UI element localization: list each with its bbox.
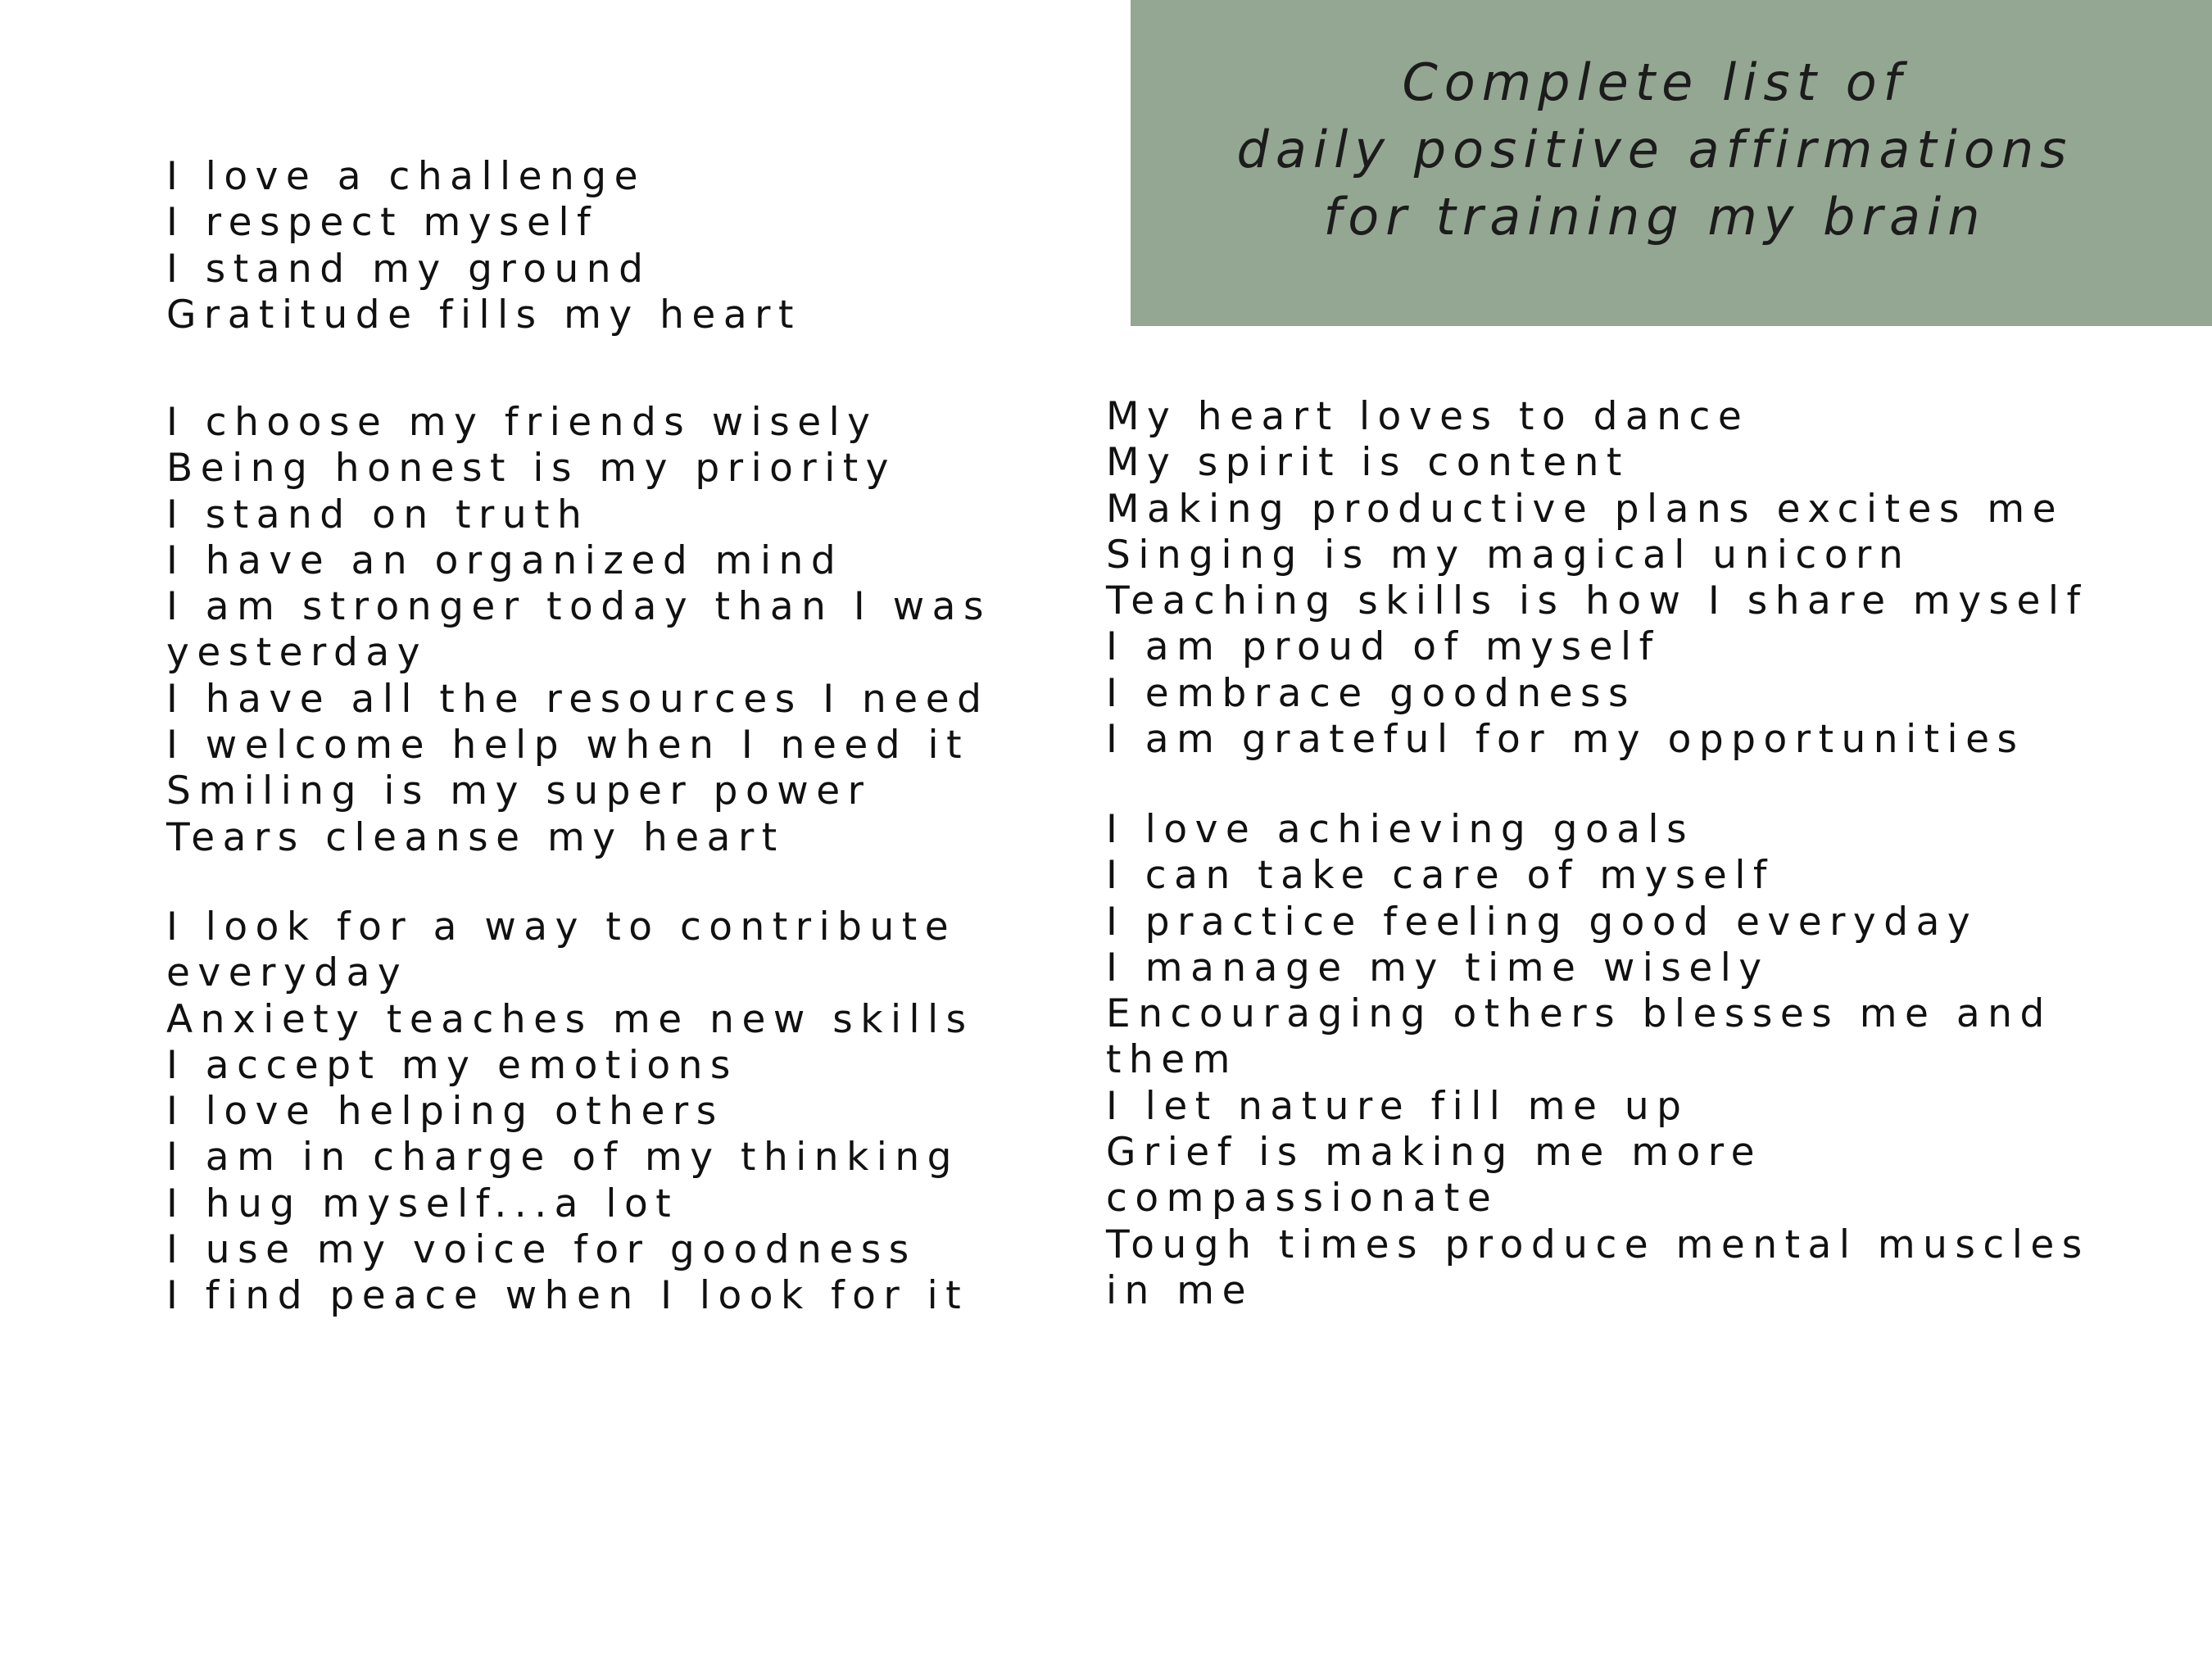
- affirmation-line: Tears cleanse my heart: [166, 814, 785, 860]
- affirmation-line: I let nature fill me up: [1106, 1083, 1689, 1129]
- affirmation-line: Making productive plans excites me: [1106, 486, 2065, 532]
- affirmation-line: I find peace when I look for it: [166, 1273, 969, 1319]
- affirmation-line: in me: [1106, 1267, 1253, 1313]
- affirmation-line: Teaching skills is how I share myself: [1106, 578, 2088, 624]
- page-title: [1131, 49, 2179, 251]
- affirmation-line: I am grateful for my opportunities: [1106, 717, 2025, 763]
- title-banner: [1131, 0, 2212, 326]
- affirmation-line: yesterday: [166, 630, 428, 676]
- affirmation-line: My heart loves to dance: [1106, 394, 1750, 439]
- affirmation-block-4: [1106, 394, 2088, 763]
- affirmation-line: I embrace goodness: [1106, 670, 1637, 716]
- affirmation-block-3: [166, 904, 974, 1320]
- affirmation-line: compassionate: [1106, 1176, 1499, 1222]
- affirmation-line: I love helping others: [166, 1089, 724, 1135]
- affirmation-line: I look for a way to contribute: [166, 904, 957, 950]
- affirmation-line: I am in charge of my thinking: [166, 1135, 959, 1181]
- affirmation-line: I can take care of myself: [1106, 853, 1775, 899]
- affirmation-line: I stand on truth: [166, 492, 590, 537]
- affirmation-block-2: [166, 400, 991, 861]
- title-line: for training my brain: [1323, 187, 1987, 247]
- affirmation-line: Tough times produce mental muscles: [1106, 1222, 2090, 1267]
- affirmation-line: I choose my friends wisely: [166, 400, 878, 445]
- title-line: Complete list of: [1402, 52, 1908, 112]
- affirmation-line: Being honest is my priority: [166, 446, 896, 492]
- affirmation-block-5: [1106, 807, 2090, 1314]
- affirmation-line: everyday: [166, 950, 409, 996]
- affirmation-line: I welcome help when I need it: [166, 723, 970, 768]
- affirmation-line: I am stronger today than I was: [166, 584, 991, 630]
- affirmation-line: I love achieving goals: [1106, 807, 1695, 852]
- affirmation-line: My spirit is content: [1106, 440, 1630, 486]
- affirmation-block-1: [166, 154, 801, 338]
- affirmation-line: Anxiety teaches me new skills: [166, 996, 974, 1042]
- affirmation-line: I use my voice for goodness: [166, 1227, 917, 1273]
- affirmation-line: Grief is making me more: [1106, 1130, 1762, 1176]
- affirmation-line: them: [1106, 1037, 1238, 1083]
- affirmation-line: I practice feeling good everyday: [1106, 899, 1979, 945]
- affirmation-line: I have all the resources I need: [166, 676, 990, 722]
- affirmation-line: Singing is my magical unicorn: [1106, 532, 1911, 578]
- affirmation-line: Gratitude fills my heart: [166, 292, 801, 338]
- affirmation-line: I hug myself...a lot: [166, 1181, 679, 1226]
- affirmation-line: I love a challenge: [166, 154, 646, 199]
- affirmation-line: I am proud of myself: [1106, 624, 1661, 670]
- affirmation-line: I accept my emotions: [166, 1042, 738, 1088]
- affirmation-line: I manage my time wisely: [1106, 945, 1770, 990]
- affirmation-line: I stand my ground: [166, 246, 651, 292]
- affirmation-line: Smiling is my super power: [166, 768, 872, 814]
- affirmation-line: Encouraging others blesses me and: [1106, 991, 2052, 1037]
- title-line: daily positive affirmations: [1236, 120, 2074, 179]
- affirmation-line: I have an organized mind: [166, 537, 844, 583]
- affirmation-line: I respect myself: [166, 200, 599, 246]
